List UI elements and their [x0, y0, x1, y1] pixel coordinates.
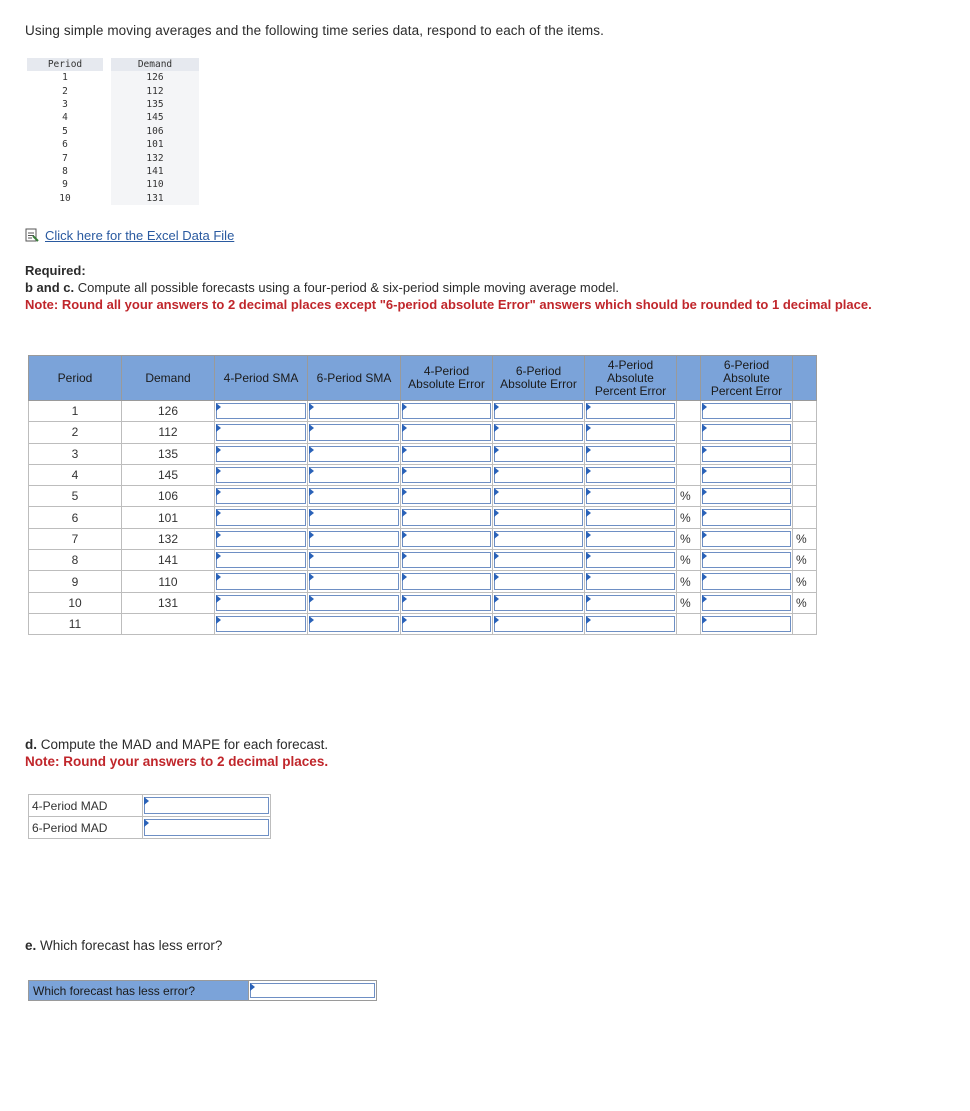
input-4-period-absolute-percent-error[interactable]: [586, 595, 675, 611]
percent-sign: %: [677, 507, 701, 528]
bc-instructions: Compute all possible forecasts using a four-period & six-period simple moving average model.: [74, 280, 619, 295]
data-demand-cell: 135: [111, 98, 199, 111]
input-6-period-absolute-percent-error[interactable]: [702, 531, 791, 547]
data-demand-cell: 106: [111, 125, 199, 138]
header-6-period-absolute-error: 6-Period Absolute Error: [493, 356, 585, 401]
input-4-period-absolute-error[interactable]: [402, 488, 491, 504]
demand-cell: 106: [122, 486, 215, 507]
input-6-period-absolute-error[interactable]: [494, 595, 583, 611]
period-cell: 9: [29, 571, 122, 592]
input-6-period-absolute-error[interactable]: [494, 509, 583, 525]
table-row: [29, 486, 817, 507]
header-6-period-sma: 6-Period SMA: [308, 356, 401, 401]
mad-row-6: [29, 817, 271, 839]
period-cell: 3: [29, 443, 122, 464]
data-row: [27, 165, 199, 178]
input-6-period-absolute-error[interactable]: [494, 616, 583, 632]
data-period-cell: 5: [62, 125, 68, 137]
time-series-data-table: [27, 58, 199, 205]
input-6-period-sma[interactable]: [309, 573, 399, 589]
input-4-period-absolute-error[interactable]: [402, 552, 491, 568]
input-6-period-absolute-error[interactable]: [494, 531, 583, 547]
demand-cell: 145: [122, 464, 215, 485]
input-4-period-sma[interactable]: [216, 446, 306, 462]
data-period-cell: 3: [62, 98, 68, 110]
data-demand-cell: 131: [111, 192, 199, 205]
input-4-period-absolute-error[interactable]: [402, 573, 491, 589]
required-section: [25, 262, 915, 313]
percent-sign: %: [793, 571, 817, 592]
input-6-period-absolute-error[interactable]: [494, 424, 583, 440]
percent-sign: %: [793, 550, 817, 571]
percent-sign: %: [677, 571, 701, 592]
input-6-period-absolute-percent-error[interactable]: [702, 403, 791, 419]
input-6-period-absolute-percent-error[interactable]: [702, 616, 791, 632]
which-forecast-label: Which forecast has less error?: [29, 981, 249, 1001]
input-6-period-absolute-percent-error[interactable]: [702, 467, 791, 483]
input-4-period-sma[interactable]: [216, 552, 306, 568]
which-forecast-input[interactable]: [250, 983, 375, 998]
e-label: e.: [25, 938, 37, 953]
input-4-period-absolute-percent-error[interactable]: [586, 509, 675, 525]
col-header-demand: Demand: [111, 58, 199, 71]
input-6-period-absolute-percent-error[interactable]: [702, 509, 791, 525]
period-cell: 7: [29, 528, 122, 549]
data-demand-cell: 132: [111, 151, 199, 164]
d-instructions: Compute the MAD and MAPE for each forecast.: [37, 737, 329, 752]
input-4-period-absolute-error[interactable]: [402, 446, 491, 462]
input-4-period-sma[interactable]: [216, 595, 306, 611]
label-4-period-mad: 4-Period MAD: [29, 795, 143, 817]
note-bc: Note: Round all your answers to 2 decimal places except "6-period absolute Error" answers which should be rounded to 1 decimal place.: [25, 297, 872, 312]
input-6-period-sma[interactable]: [309, 467, 399, 483]
input-4-period-absolute-percent-error[interactable]: [586, 403, 675, 419]
input-6-period-absolute-error[interactable]: [494, 403, 583, 419]
table-row: [29, 528, 817, 549]
input-4-period-absolute-error[interactable]: [402, 424, 491, 440]
demand-cell: 131: [122, 592, 215, 613]
data-row: [27, 98, 199, 111]
input-6-period-sma[interactable]: [309, 531, 399, 547]
table-row: [29, 464, 817, 485]
input-6-period-absolute-percent-error[interactable]: [702, 573, 791, 589]
input-6-period-absolute-error[interactable]: [494, 552, 583, 568]
percent-sign: %: [677, 486, 701, 507]
label-6-period-mad: 6-Period MAD: [29, 817, 143, 839]
period-cell: 5: [29, 486, 122, 507]
input-4-period-absolute-error[interactable]: [402, 616, 491, 632]
input-4-period-sma[interactable]: [216, 488, 306, 504]
data-row: [27, 84, 199, 97]
data-period-cell: 9: [62, 179, 68, 191]
data-demand-cell: 112: [111, 84, 199, 97]
data-demand-cell: 145: [111, 111, 199, 124]
data-row: [27, 192, 199, 205]
period-cell: 11: [29, 613, 122, 634]
d-label: d.: [25, 737, 37, 752]
data-period-cell: 1: [62, 72, 68, 84]
period-cell: 2: [29, 422, 122, 443]
required-label: Required:: [25, 263, 86, 278]
data-period-cell: 4: [62, 112, 68, 124]
input-4-period-sma[interactable]: [216, 403, 306, 419]
note-d: Note: Round your answers to 2 decimal places.: [25, 754, 329, 769]
col-header-period: Period: [27, 58, 103, 71]
input-6-period-absolute-percent-error[interactable]: [702, 552, 791, 568]
input-4-period-absolute-error[interactable]: [402, 467, 491, 483]
input-6-period-sma[interactable]: [309, 488, 399, 504]
input-4-period-absolute-percent-error[interactable]: [586, 531, 675, 547]
period-cell: 10: [29, 592, 122, 613]
excel-link-row: [25, 228, 234, 243]
section-e: [25, 938, 222, 953]
input-4-period-absolute-percent-error[interactable]: [586, 467, 675, 483]
header-period: Period: [29, 356, 122, 401]
mad-row-4: [29, 795, 271, 817]
percent-sign: %: [793, 528, 817, 549]
table-row: [29, 443, 817, 464]
table-row: [29, 571, 817, 592]
data-demand-cell: 126: [111, 71, 199, 84]
demand-cell: [122, 613, 215, 634]
data-demand-cell: 110: [111, 178, 199, 191]
data-row: [27, 138, 199, 151]
data-row: [27, 125, 199, 138]
input-6-period-sma[interactable]: [309, 552, 399, 568]
table-row: [29, 422, 817, 443]
input-6-period-mad[interactable]: [144, 819, 269, 836]
input-6-period-absolute-percent-error[interactable]: [702, 488, 791, 504]
mad-table: [28, 794, 271, 839]
input-4-period-sma[interactable]: [216, 616, 306, 632]
input-6-period-absolute-percent-error[interactable]: [702, 595, 791, 611]
data-period-cell: 10: [59, 192, 71, 204]
input-4-period-absolute-percent-error[interactable]: [586, 616, 675, 632]
bc-label: b and c.: [25, 280, 75, 295]
header-4-period-absolute-error: 4-Period Absolute Error: [401, 356, 493, 401]
data-demand-cell: 101: [111, 138, 199, 151]
data-period-cell: 2: [62, 85, 68, 97]
input-6-period-sma[interactable]: [309, 424, 399, 440]
input-4-period-absolute-error[interactable]: [402, 509, 491, 525]
data-period-cell: 8: [62, 165, 68, 177]
demand-cell: 141: [122, 550, 215, 571]
data-period-cell: 6: [62, 139, 68, 151]
header-demand: Demand: [122, 356, 215, 401]
input-4-period-absolute-error[interactable]: [402, 595, 491, 611]
demand-cell: 101: [122, 507, 215, 528]
forecast-table: [28, 355, 817, 635]
demand-cell: 135: [122, 443, 215, 464]
data-period-cell: 7: [62, 152, 68, 164]
section-d: [25, 736, 328, 770]
document-icon: [25, 228, 39, 242]
data-demand-cell: 141: [111, 165, 199, 178]
data-row: [27, 151, 199, 164]
demand-cell: 132: [122, 528, 215, 549]
input-4-period-absolute-error[interactable]: [402, 531, 491, 547]
table-row: [29, 592, 817, 613]
header-4-period-absolute-percent-error: 4-Period Absolute Percent Error: [585, 356, 677, 401]
excel-data-file-link[interactable]: Click here for the Excel Data File: [45, 228, 235, 243]
input-4-period-sma[interactable]: [216, 573, 306, 589]
input-4-period-absolute-percent-error[interactable]: [586, 573, 675, 589]
which-forecast-table: [28, 980, 377, 1001]
input-4-period-absolute-percent-error[interactable]: [586, 446, 675, 462]
input-4-period-absolute-percent-error[interactable]: [586, 552, 675, 568]
period-cell: 8: [29, 550, 122, 571]
input-4-period-mad[interactable]: [144, 797, 269, 814]
period-cell: 1: [29, 401, 122, 422]
table-row: [29, 507, 817, 528]
percent-sign: %: [793, 592, 817, 613]
table-row: [29, 550, 817, 571]
input-6-period-sma[interactable]: [309, 403, 399, 419]
input-6-period-absolute-error[interactable]: [494, 488, 583, 504]
percent-sign: %: [677, 528, 701, 549]
input-6-period-absolute-error[interactable]: [494, 446, 583, 462]
demand-cell: 112: [122, 422, 215, 443]
input-4-period-absolute-error[interactable]: [402, 403, 491, 419]
percent-sign: %: [677, 592, 701, 613]
input-4-period-absolute-percent-error[interactable]: [586, 488, 675, 504]
demand-cell: 126: [122, 401, 215, 422]
demand-cell: 110: [122, 571, 215, 592]
period-cell: 4: [29, 464, 122, 485]
input-4-period-sma[interactable]: [216, 531, 306, 547]
data-row: [27, 111, 199, 124]
input-6-period-sma[interactable]: [309, 616, 399, 632]
header-6-period-absolute-percent-error: 6-Period Absolute Percent Error: [701, 356, 793, 401]
input-6-period-absolute-percent-error[interactable]: [702, 424, 791, 440]
input-4-period-sma[interactable]: [216, 424, 306, 440]
percent-sign: %: [677, 550, 701, 571]
input-4-period-sma[interactable]: [216, 467, 306, 483]
input-6-period-absolute-error[interactable]: [494, 467, 583, 483]
data-row: [27, 71, 199, 84]
table-row: [29, 613, 817, 634]
input-4-period-sma[interactable]: [216, 509, 306, 525]
period-cell: 6: [29, 507, 122, 528]
header-4-period-sma: 4-Period SMA: [215, 356, 308, 401]
input-6-period-sma[interactable]: [309, 446, 399, 462]
input-6-period-absolute-error[interactable]: [494, 573, 583, 589]
intro-text: Using simple moving averages and the following time series data, respond to each of the items.: [25, 23, 604, 38]
e-question: Which forecast has less error?: [36, 938, 223, 953]
data-row: [27, 178, 199, 191]
table-row: [29, 401, 817, 422]
input-6-period-absolute-percent-error[interactable]: [702, 446, 791, 462]
input-6-period-sma[interactable]: [309, 595, 399, 611]
input-6-period-sma[interactable]: [309, 509, 399, 525]
input-4-period-absolute-percent-error[interactable]: [586, 424, 675, 440]
